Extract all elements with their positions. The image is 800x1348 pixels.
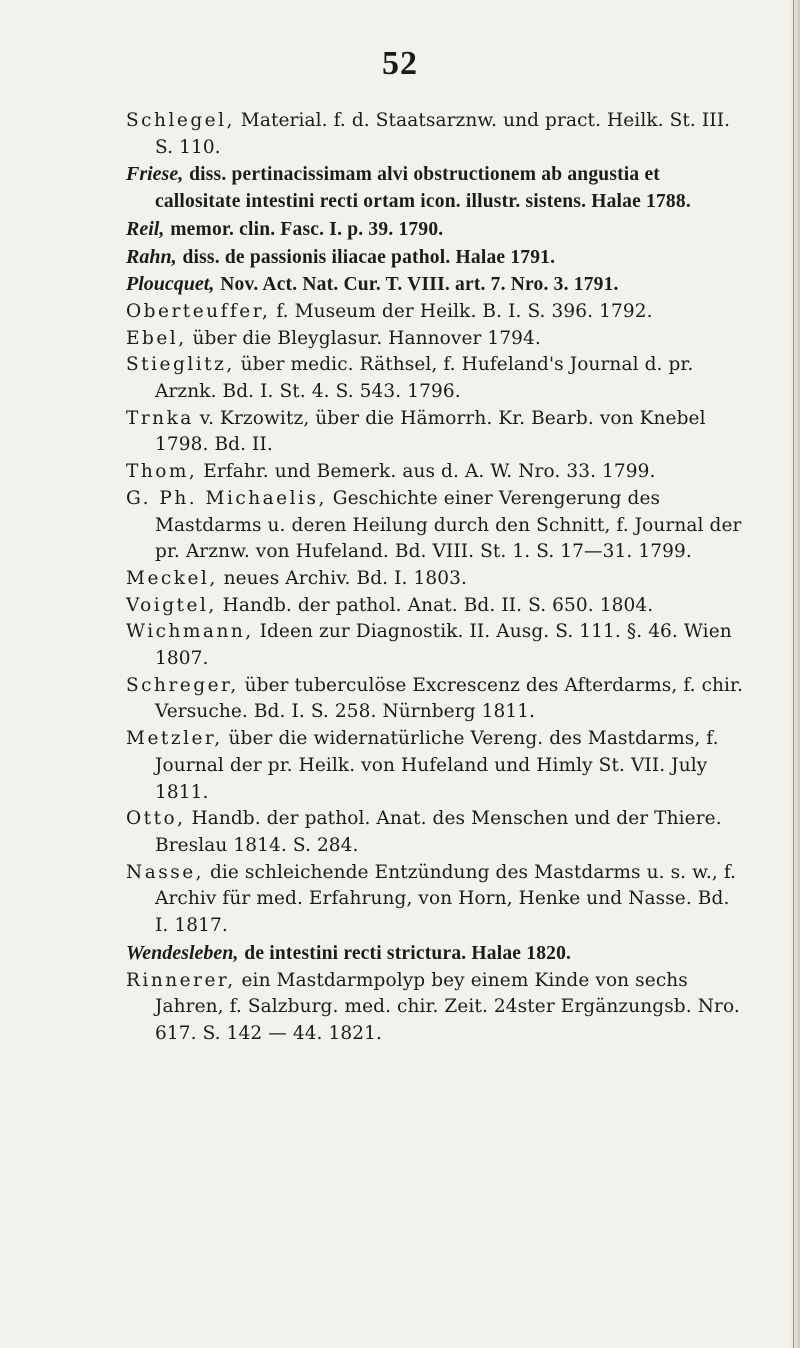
entry-text: ein Mastdarmpolyp bey einem Kinde von sechs Jahren, f. Salzburg. med. chir. Zeit. 24ster Ergänzungsb. Nro. 617. S. 142 — 44. 1821. [155, 969, 740, 1044]
bibliography-entry [126, 726, 746, 806]
entry-author: Voigtel, [126, 594, 217, 616]
entry-author: Wichmann, [126, 621, 254, 643]
entry-author: Wendesleben, [126, 941, 239, 964]
entry-author: Ploucquet, [126, 273, 215, 296]
entry-text: über tuberculöse Excrescenz des Afterdarms, f. chir. Versuche. Bd. I. S. 258. Nürnberg 1811. [155, 674, 743, 723]
entry-author: Metzler, [126, 728, 223, 750]
entry-author: Otto, [126, 808, 186, 830]
entry-text: Geschichte einer Verengerung des Mastdarms u. deren Heilung durch den Schnitt, f. Journal der pr. Arznw. von Hufeland. Bd. VIII. St. 1. S. 17—31. 1799. [155, 487, 742, 563]
bibliography-entry [126, 940, 746, 968]
bibliography-entry [126, 860, 746, 940]
bibliography-entry [126, 459, 746, 486]
page-number: 52 [382, 45, 418, 82]
bibliography-entry [126, 806, 746, 859]
bibliography-entry [126, 968, 746, 1048]
entry-text: diss. pertinacissimam alvi obstructionem ab angustia et callositate intestini recti ortam icon. illustr. sistens. Halae 1788. [155, 164, 691, 213]
bibliography-entry [126, 673, 746, 726]
entry-text: Handb. der pathol. Anat. des Menschen und der Thiere. Breslau 1814. S. 284. [155, 808, 722, 856]
entry-author: Schreger, [126, 674, 239, 696]
bibliography-entry [126, 161, 746, 215]
entry-author: G. Ph. Michaelis, [126, 487, 327, 509]
entry-text: neues Archiv. Bd. I. 1803. [223, 567, 467, 589]
entry-text: v. Krzowitz, über die Hämorrh. Kr. Bearb. von Knebel 1798. Bd. II. [155, 407, 706, 456]
entry-author: Nasse, [126, 861, 205, 883]
entry-text: diss. de passionis iliacae pathol. Halae 1791. [182, 246, 556, 268]
entry-author: Schlegel, [126, 110, 235, 131]
entry-text: Nov. Act. Nat. Cur. T. VIII. art. 7. Nro. 3. 1791. [220, 274, 619, 296]
entry-text: de intestini recti strictura. Halae 1820. [244, 942, 572, 964]
entry-author: Meckel, [126, 567, 218, 589]
entry-author: Rinnerer, [126, 969, 236, 991]
bibliography-entry [126, 244, 746, 272]
bibliography-entry [126, 486, 746, 566]
page-edge-line [793, 0, 794, 1348]
entry-author: Reil, [126, 217, 165, 240]
bibliography-entry [126, 619, 746, 672]
bibliography-entry [126, 108, 746, 161]
entry-text: Handb. der pathol. Anat. Bd. II. S. 650. 1804. [222, 594, 654, 616]
entry-text: f. Museum der Heilk. B. I. S. 396. 1792. [276, 300, 653, 322]
bibliography-entry [126, 326, 746, 353]
bibliography-entry [126, 271, 746, 299]
entry-text: über medic. Räthsel, f. Hufeland's Journal d. pr. Arznk. Bd. I. St. 4. S. 543. 1796. [155, 354, 694, 403]
entry-author: Oberteuffer, [126, 300, 271, 322]
entry-text: memor. clin. Fasc. I. p. 39. 1790. [170, 218, 444, 240]
bibliography-entry [126, 566, 746, 593]
entry-author: Rahn, [126, 245, 177, 268]
bibliography-list [126, 108, 746, 1048]
entry-author: Thom, [126, 461, 198, 483]
bibliography-entry [126, 593, 746, 620]
entry-text: Material. f. d. Staatsarznw. und pract. Heilk. St. III. S. 110. [155, 110, 731, 158]
bibliography-entry [126, 352, 746, 405]
page-edge-shadow [790, 0, 800, 1348]
entry-author: Friese, [126, 163, 184, 186]
entry-text: über die Bleyglasur. Hannover 1794. [192, 327, 541, 349]
entry-text: die schleichende Entzündung des Mastdarms u. s. w., f. Archiv für med. Erfahrung, von Horn, Henke und Nasse. Bd. I. 1817. [155, 861, 737, 937]
entry-text: Erfahr. und Bemerk. aus d. A. W. Nro. 33. 1799. [203, 461, 656, 483]
bibliography-entry [126, 299, 746, 326]
entry-text: über die widernatürliche Vereng. des Mastdarms, f. Journal der pr. Heilk. von Hufeland und Himly St. VII. July 1811. [155, 728, 719, 803]
bibliography-entry [126, 216, 746, 244]
entry-author: Stieglitz, [126, 354, 235, 376]
entry-author: Trnka [126, 407, 194, 429]
entry-text: Ideen zur Diagnostik. II. Ausg. S. 111. §. 46. Wien 1807. [155, 621, 732, 670]
bibliography-entry [126, 406, 746, 459]
entry-author: Ebel, [126, 327, 187, 349]
